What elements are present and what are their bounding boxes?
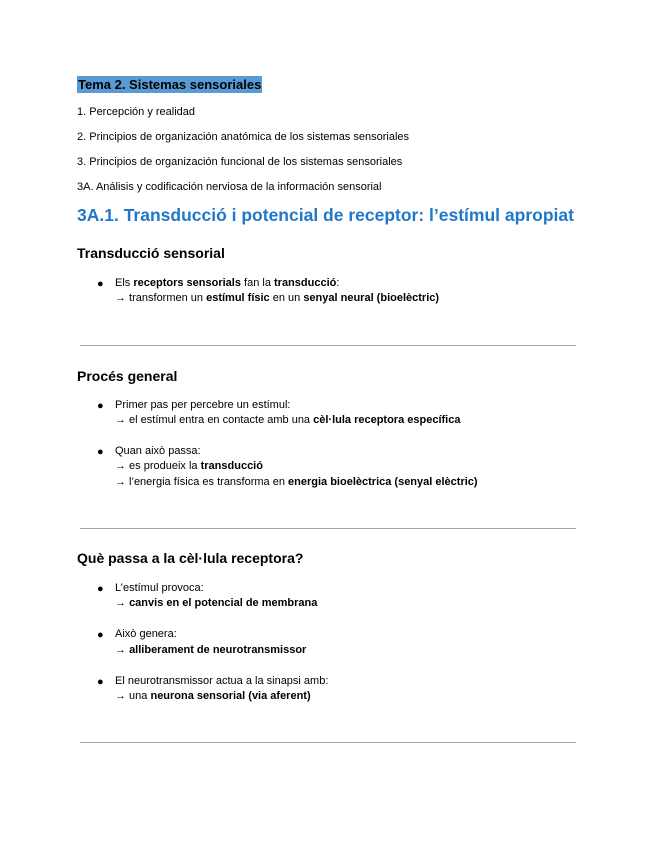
bold-run: canvis en el potencial de membrana (129, 597, 318, 609)
list-item-line (115, 291, 439, 306)
toc-item-2: 2. Principios de organización anatómica de los sistemas sensoriales (77, 131, 410, 143)
list-item-line: Això genera: (115, 628, 177, 640)
bold-run: receptors sensorials (133, 277, 241, 289)
text-run: → el estímul entra en contacte amb una (115, 414, 314, 426)
toc-item-1: 1. Percepción y realidad (77, 106, 196, 118)
bold-run: transducció (274, 277, 337, 289)
text-run: → (115, 644, 130, 656)
text-run: → l’energia física es transforma en (115, 476, 289, 488)
text-run: : (336, 277, 340, 289)
text-run: → transformen un (115, 292, 207, 304)
bold-run: estímul físic (206, 292, 270, 304)
bullet-icon: ● (97, 446, 104, 458)
subheading-transduccio: Transducció sensorial (77, 245, 225, 261)
text-run: → es produeix la (115, 460, 201, 472)
bold-run: senyal neural (bioelèctric) (303, 292, 440, 304)
bullet-icon: ● (97, 629, 104, 641)
list-item-line (115, 276, 339, 291)
horizontal-rule (80, 742, 576, 743)
list-item-line: L’estímul provoca: (115, 582, 204, 594)
text-run: en un (269, 292, 304, 304)
list-item-line (115, 596, 317, 611)
bullet-icon: ● (97, 583, 104, 595)
list-item-line (115, 459, 263, 474)
text-run: → una (115, 690, 151, 702)
toc-item-3: 3. Principios de organización funcional de los sistemas sensoriales (77, 156, 403, 168)
bullet-icon: ● (97, 676, 104, 688)
bold-run: neurona sensorial (via aferent) (150, 690, 311, 702)
bold-run: transducció (200, 460, 263, 472)
text-run: → (115, 597, 130, 609)
toc-item-3a: 3A. Análisis y codificación nerviosa de la información sensorial (77, 181, 382, 193)
list-item-line (115, 413, 460, 428)
list-item-line (115, 643, 306, 658)
bold-run: energia bioelèctrica (senyal elèctric) (288, 476, 478, 488)
text-run: Els (115, 277, 134, 289)
bullet-icon: ● (97, 278, 104, 290)
list-item-line (115, 475, 478, 490)
subheading-proces-general: Procés general (77, 368, 178, 384)
bold-run: alliberament de neurotransmissor (129, 644, 307, 656)
bold-run: cèl·lula receptora específica (313, 414, 461, 426)
section-heading: 3A.1. Transducció i potencial de receptor: l’estímul apropiat (77, 205, 574, 225)
document-title (77, 76, 262, 93)
list-item-line (115, 689, 311, 704)
list-item-line: Primer pas per percebre un estímul: (115, 399, 291, 411)
list-item-line: El neurotransmissor actua a la sinapsi amb: (115, 675, 329, 687)
horizontal-rule (80, 528, 576, 529)
horizontal-rule (80, 345, 576, 346)
list-item-line: Quan això passa: (115, 445, 201, 457)
bullet-icon: ● (97, 400, 104, 412)
text-run: fan la (240, 277, 274, 289)
title-highlight: Tema 2. Sistemas sensoriales (78, 77, 262, 92)
subheading-cellula-receptora: Què passa a la cèl·lula receptora? (77, 550, 304, 566)
